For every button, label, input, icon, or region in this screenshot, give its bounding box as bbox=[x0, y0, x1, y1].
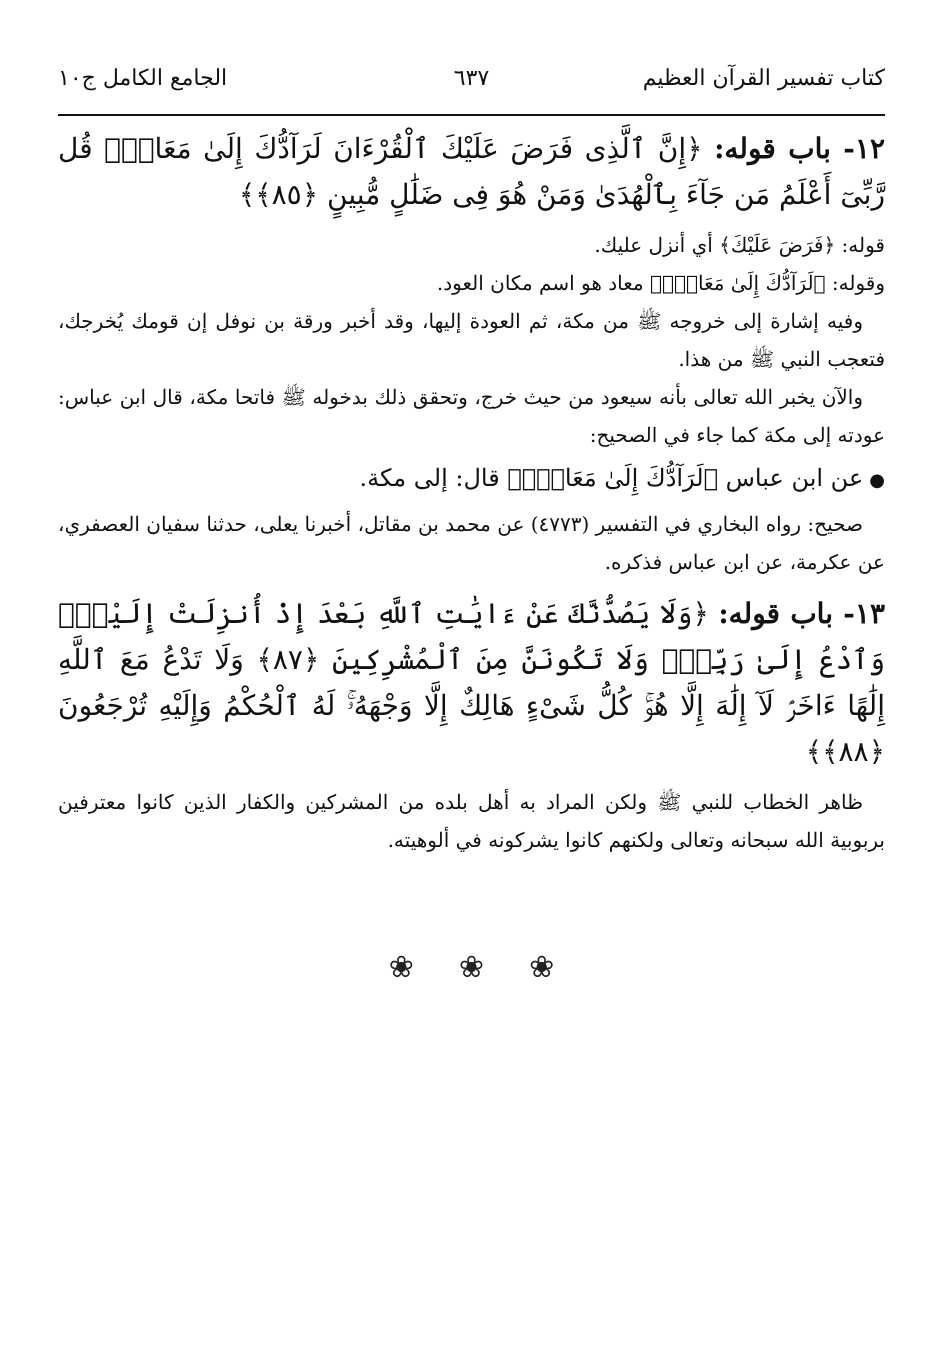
section-12-para-4: والآن يخبر الله تعالى بأنه سيعود من حيث خرج، وتحقق ذلك بدخوله ﷺ فاتحا مكة، قال ابن عباس: عودته إلى مكة كما جاء في الصحيح: bbox=[58, 385, 885, 447]
section-13-title: ١٣- باب قوله: bbox=[718, 597, 885, 630]
section-13-para-1: ظاهر الخطاب للنبي ﷺ ولكن المراد به أهل بلده من المشركين والكفار الذين كانوا معترفين بربوبية الله سبحانه وتعالى ولكنهم كانوا يشركونه في ألوهيته. bbox=[58, 790, 885, 852]
ornament-icon: ❀ bbox=[529, 950, 555, 985]
section-12-para-2: وقوله: ﴿لَرَآدُّكَ إِلَىٰ مَعَادٍۚ﴾ معاد هو اسم مكان العود. bbox=[436, 271, 885, 295]
section-13-verse: ﴿وَلَا يَصُدُّنَّكَ عَنْ ءَايَٰتِ ٱللَّهِ بَعْدَ إِذْ أُنزِلَتْ إِلَيْكَۖ وَٱدْعُ إِلَىٰ رَبِّكَۖ وَلَا تَكُونَنَّ مِنَ ٱلْمُشْرِكِينَ ﴿٨٧﴾ وَلَا تَدْعُ مَعَ ٱللَّهِ إِلَٰهًا ءَاخَرَۘ لَآ إِلَٰهَ إِلَّا هُوَۚ كُلُّ شَىْءٍ هَالِكٌ إِلَّا وَجْهَهُۥۚ لَهُ ٱلْحُكْمُ وَإِلَيْهِ تُرْجَعُونَ ﴿٨٨﴾﴾ bbox=[58, 597, 885, 768]
hadith-bullet bbox=[58, 458, 885, 501]
hadith-text: عن ابن عباس ﴿لَرَآدُّكَ إِلَىٰ مَعَادٍۚ﴾ قال: إلى مكة. bbox=[359, 464, 864, 492]
section-12-para-5: صحيح: رواه البخاري في التفسير (٤٧٧٣) عن محمد بن مقاتل، أخبرنا يعلى، حدثنا سفيان العصفري، عن عكرمة، عن ابن عباس فذكره. bbox=[58, 512, 885, 574]
section-12-para-3: وفيه إشارة إلى خروجه ﷺ من مكة، ثم العودة إليها، وقد أخبر ورقة بن نوفل إن قومك يُخرجك، فتعجب النبي ﷺ من هذا. bbox=[58, 309, 885, 371]
section-12-heading bbox=[58, 126, 885, 218]
section-12-title: ١٢- باب قوله: bbox=[714, 132, 885, 165]
ornament-icon: ❀ bbox=[388, 950, 414, 985]
series-title: الجامع الكامل ج١٠ bbox=[58, 66, 228, 91]
ornament-icon: ❀ bbox=[458, 950, 485, 985]
closing-ornaments bbox=[0, 950, 943, 985]
page-body bbox=[58, 120, 885, 859]
page-header bbox=[58, 58, 885, 102]
section-12-para-1: قوله: ﴿فَرَضَ عَلَيْكَ﴾ أي أنزل عليك. bbox=[594, 233, 885, 257]
section-12-verse: ﴿إِنَّ ٱلَّذِى فَرَضَ عَلَيْكَ ٱلْقُرْءَانَ لَرَآدُّكَ إِلَىٰ مَعَادٍۚ قُل رَّبِّىٓ أَعْلَمُ مَن جَآءَ بِٱلْهُدَىٰ وَمَنْ هُوَ فِى ضَلَٰلٍ مُّبِينٍ ﴿٨٥﴾﴾ bbox=[58, 132, 885, 211]
bullet-dot-icon: ● bbox=[869, 470, 885, 491]
book-title: كتاب تفسير القرآن العظيم bbox=[642, 66, 885, 91]
section-13-heading bbox=[58, 591, 885, 775]
page-number: ٦٣٧ bbox=[453, 66, 490, 91]
header-divider bbox=[58, 114, 885, 116]
